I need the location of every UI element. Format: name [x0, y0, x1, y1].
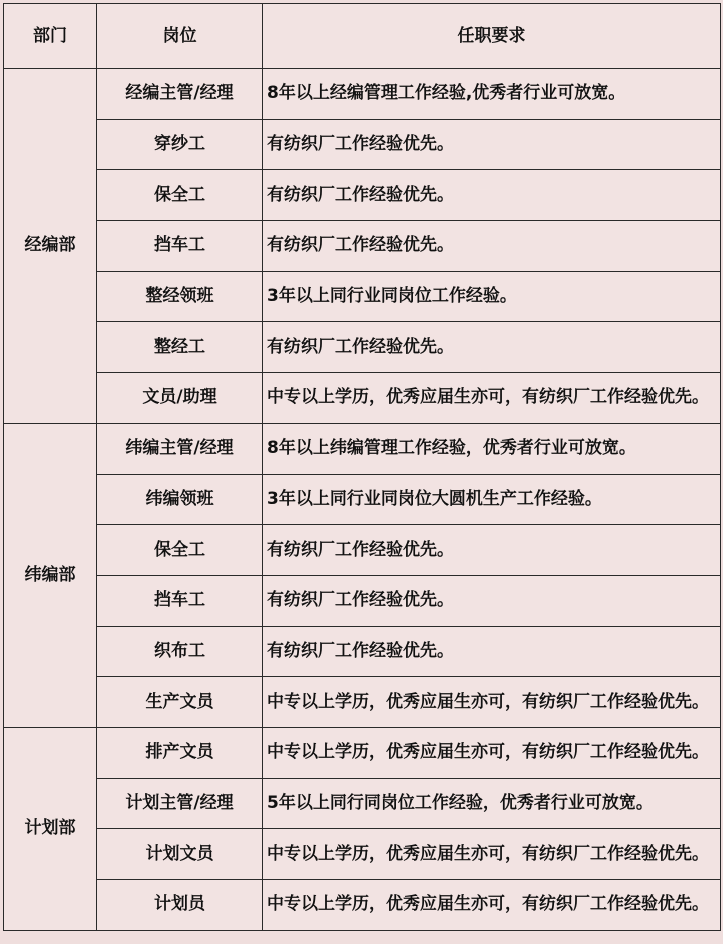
position-cell: 纬编主管/经理	[97, 423, 263, 474]
table-row	[4, 880, 721, 931]
position-cell: 排产文员	[97, 727, 263, 778]
table-row	[4, 69, 721, 120]
table-row	[4, 373, 721, 424]
position-cell: 计划员	[97, 880, 263, 931]
requirement-cell: 有纺织厂工作经验优先。	[263, 170, 721, 221]
requirement-cell: 有纺织厂工作经验优先。	[263, 221, 721, 272]
position-cell: 生产文员	[97, 677, 263, 728]
requirement-cell: 3年以上同行业同岗位大圆机生产工作经验。	[263, 474, 721, 525]
dept-cell-warp-knitting: 经编部	[4, 69, 97, 424]
position-cell: 计划文员	[97, 829, 263, 880]
table-row	[4, 778, 721, 829]
requirement-cell: 有纺织厂工作经验优先。	[263, 322, 721, 373]
table-row	[4, 119, 721, 170]
header-dept: 部门	[4, 4, 97, 69]
position-cell: 挡车工	[97, 575, 263, 626]
table-row	[4, 322, 721, 373]
dept-cell-planning: 计划部	[4, 727, 97, 930]
requirement-cell: 有纺织厂工作经验优先。	[263, 626, 721, 677]
header-position: 岗位	[97, 4, 263, 69]
requirement-cell: 中专以上学历，优秀应届生亦可，有纺织厂工作经验优先。	[263, 727, 721, 778]
requirement-cell: 8年以上经编管理工作经验,优秀者行业可放宽。	[263, 69, 721, 120]
dept-cell-weft-knitting: 纬编部	[4, 423, 97, 727]
table-row	[4, 575, 721, 626]
header-requirement: 任职要求	[263, 4, 721, 69]
position-cell: 织布工	[97, 626, 263, 677]
requirement-cell: 有纺织厂工作经验优先。	[263, 119, 721, 170]
header-row	[4, 4, 721, 69]
table-row	[4, 829, 721, 880]
position-cell: 保全工	[97, 525, 263, 576]
table-body	[4, 69, 721, 931]
position-cell: 文员/助理	[97, 373, 263, 424]
position-cell: 纬编领班	[97, 474, 263, 525]
table-row	[4, 271, 721, 322]
requirement-cell: 中专以上学历，优秀应届生亦可，有纺织厂工作经验优先。	[263, 373, 721, 424]
requirement-cell: 8年以上纬编管理工作经验，优秀者行业可放宽。	[263, 423, 721, 474]
table-row	[4, 626, 721, 677]
position-cell: 整经领班	[97, 271, 263, 322]
table-row	[4, 474, 721, 525]
table-row	[4, 677, 721, 728]
requirement-cell: 有纺织厂工作经验优先。	[263, 575, 721, 626]
table-row	[4, 170, 721, 221]
table-row	[4, 727, 721, 778]
table-row	[4, 525, 721, 576]
position-cell: 保全工	[97, 170, 263, 221]
position-cell: 穿纱工	[97, 119, 263, 170]
requirement-cell: 5年以上同行同岗位工作经验，优秀者行业可放宽。	[263, 778, 721, 829]
requirement-cell: 中专以上学历，优秀应届生亦可，有纺织厂工作经验优先。	[263, 829, 721, 880]
requirement-cell: 中专以上学历，优秀应届生亦可，有纺织厂工作经验优先。	[263, 677, 721, 728]
table-row	[4, 423, 721, 474]
position-cell: 计划主管/经理	[97, 778, 263, 829]
position-cell: 整经工	[97, 322, 263, 373]
requirement-cell: 中专以上学历，优秀应届生亦可，有纺织厂工作经验优先。	[263, 880, 721, 931]
position-cell: 经编主管/经理	[97, 69, 263, 120]
requirement-cell: 有纺织厂工作经验优先。	[263, 525, 721, 576]
table-row	[4, 221, 721, 272]
requirement-cell: 3年以上同行业同岗位工作经验。	[263, 271, 721, 322]
job-requirements-table	[3, 3, 721, 931]
position-cell: 挡车工	[97, 221, 263, 272]
